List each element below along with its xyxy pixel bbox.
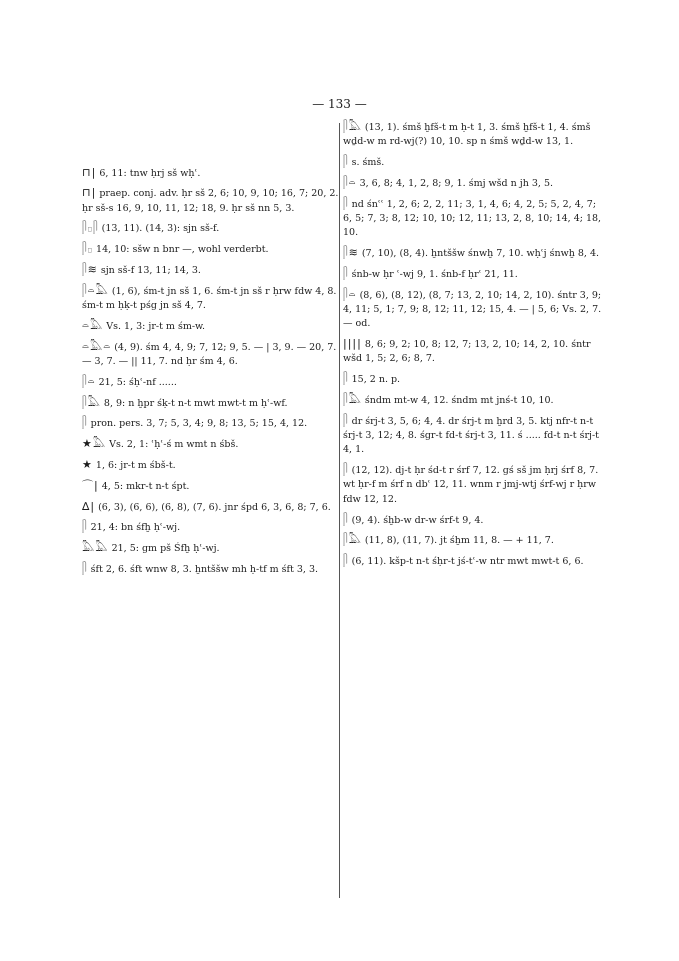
entry-text: (8, 6), (8, 12), (8, 7; 13, 2, 10; 14, 2, 10). śntr 3, 9; 4, 11; 5, 1; 7, 9; 8, 12; 11, 12; 15, 4. — | 5, 6; Vs. 2, 7. — od. [343, 289, 602, 330]
hieroglyph-group: 𓋴 [343, 196, 349, 210]
dictionary-entry [82, 500, 342, 515]
entry-text: 14, 10: sšw n bnr —, wohl verderbt. [93, 244, 269, 256]
entry-text: 21, 5: gm pš Śfḫ ḥʿ-wj. [108, 543, 220, 555]
dictionary-entry [82, 375, 342, 390]
hieroglyph-group: 𓋴 [82, 416, 88, 430]
dictionary-entry [343, 288, 603, 332]
dictionary-entry [343, 155, 603, 170]
hieroglyph-group: ⊓| [82, 186, 97, 200]
hieroglyph-group: 𓋴𓏏 [82, 374, 96, 388]
entry-text: Vs. 1, 3: jr-t m śm-w. [103, 320, 206, 332]
hieroglyph-group: 𓋴𓅓 [343, 533, 362, 547]
entry-text: (13, 1). śmš ḫfš-t m ḥ-t 1, 3. śmš ḫfš-t 1, 4. śmš wḏd-w m rd-wj(?) 10, 10. sp n śmš wḏd-w 13, 1. [343, 122, 591, 148]
dictionary-entry [82, 396, 342, 411]
dictionary-entry [82, 319, 342, 334]
right-column [343, 120, 603, 575]
hieroglyph-group: 𓋴 [82, 520, 88, 534]
hieroglyph-group: 𓅓𓅓 [82, 541, 109, 555]
hieroglyph-group: |||| [343, 337, 362, 351]
dictionary-entry [343, 533, 603, 548]
hieroglyph-group: 𓏏𓅓 [82, 318, 104, 332]
hieroglyph-group: 𓋴≋ [343, 246, 359, 260]
entry-text: praep. conj. adv. ḥr sš 2, 6; 10, 9, 10; 16, 7; 20, 2. ḥr sš-s 16, 9, 10, 11, 12; 18, 9. ḥr sš nn 5, 3. [82, 188, 339, 214]
entry-text: Vs. 2, 1: ʿḥʿ-ś m wmt n śbš. [106, 439, 239, 451]
dictionary-entry [343, 393, 603, 408]
dictionary-entry [82, 520, 342, 535]
dictionary-entry [82, 340, 342, 370]
dictionary-entry [82, 541, 342, 556]
entry-text: (7, 10), (8, 4). ḫntššw śnwḫ 7, 10. wḥʿj śnwḫ 8, 4. [358, 248, 600, 260]
hieroglyph-group: ⌒| [82, 478, 99, 492]
hieroglyph-group: 𓋴 [343, 155, 349, 169]
dictionary-entry [82, 186, 342, 216]
dictionary-entry [82, 284, 342, 314]
hieroglyph-group: ⊓| [82, 165, 97, 179]
entry-text: (6, 11). kšp-t n-t śḥr-t jś-tʿ-w ntr mwt mwt-t 6, 6. [348, 556, 584, 568]
dictionary-entry [82, 416, 342, 431]
dictionary-entry [82, 458, 342, 473]
dictionary-entry [82, 120, 342, 160]
dictionary-entry [343, 120, 603, 150]
dictionary-entry [82, 437, 342, 452]
entry-text: 21, 4: bn śfḫ ḥʿ-wj. [87, 522, 181, 534]
hieroglyph-group: 𓋴 [343, 266, 349, 280]
entry-text: (11, 8), (11, 7). jt śḫm 11, 8. — + 11, 7. [361, 535, 554, 547]
hieroglyph-group: 𓋴 [343, 463, 349, 477]
hieroglyph-group: 𓋴 [343, 413, 349, 427]
dictionary-entry [343, 372, 603, 387]
hieroglyph-group: 𓋴𓅓 [343, 120, 362, 133]
hieroglyph-group: 𓋴𓊪𓋴 [82, 221, 99, 235]
dictionary-entry [343, 513, 603, 528]
entry-text: śnb-w ḥr ʿ-wj 9, 1. śnb-f ḥrʿ 21, 11. [348, 268, 518, 280]
hieroglyph-group: 𓋴 [82, 561, 88, 575]
entry-text: (6, 3), (6, 6), (6, 8), (7, 6). jnr śpd 6, 3, 6, 8; 7, 6. [95, 501, 331, 513]
dictionary-entry [343, 246, 603, 261]
hieroglyph-group: 𓋴𓅓 [343, 392, 362, 406]
entry-text: s. śmš. [348, 157, 385, 169]
hieroglyph-group: 𓋴 [343, 372, 349, 386]
entry-text: nd śnʿʿ 1, 2, 6; 2, 2, 11; 3, 1, 4, 6; 4, 2, 5; 5, 2, 4, 7; 6, 5; 7, 3; 8, 12; 10, 10; 12, 11; 13, 2, 8, 10; 14, 4; 18, 10. [343, 198, 602, 239]
entry-text: (12, 12). dj-t ḥr śd-t r śrf 7, 12. gś sš jm ḥrj śrf 8, 7. wt ḥr-f m śrf n dbʿ 12, 11. wnm r jmj-wtj śrf-wj r ḥrw fdw 12, 12. [343, 465, 599, 505]
entry-text: sjn sš-f 13, 11; 14, 3. [97, 264, 201, 276]
hieroglyph-group: 𓋴𓅓 [82, 395, 101, 409]
page-number: — 133 — [312, 97, 367, 111]
hieroglyph-group: 𓋴𓏏𓅓 [82, 283, 109, 297]
dictionary-entry [82, 263, 342, 278]
hieroglyph-group: 𓋴𓏏 [343, 287, 357, 301]
dictionary-entry [82, 562, 342, 577]
dictionary-entry [82, 242, 342, 257]
entry-text: śndm mt-w 4, 12. śndm mt jnś-t 10, 10. [361, 394, 554, 406]
dictionary-entry [343, 414, 603, 458]
hieroglyph-group: ★𓅓 [82, 437, 107, 451]
hieroglyph-group: ∆| [82, 499, 96, 513]
dictionary-entry [343, 176, 603, 191]
dictionary-entry [82, 221, 342, 236]
entry-text: pron. pers. 3, 7; 5, 3, 4; 9, 8; 13, 5; 15, 4, 12. [87, 418, 308, 430]
hieroglyph-group: 𓋴≋ [82, 262, 98, 276]
entry-text: 8, 9: n ḫpr śḳ-t n-t mwt mwt-t m ḥʿ-wf. [100, 397, 288, 409]
entry-text: 1, 6: jr-t m śbš-t. [92, 459, 176, 471]
dictionary-entry [82, 479, 342, 494]
dictionary-entry [343, 267, 603, 282]
entry-text: (1, 6), śm-t jn sš 1, 6. śm-t jn sš r ḥrw fdw 4, 8. śm-t m ḥḳ-t pśg jn sš 4, 7. [82, 285, 337, 312]
dictionary-entry [343, 197, 603, 241]
hieroglyph-group: 𓋴 [343, 554, 349, 568]
hieroglyph-group: 𓋴 [343, 512, 349, 526]
entry-text: 6, 11: tnw ḥrj sš wḥʿ. [96, 167, 201, 179]
entry-text: 21, 5: śḥʿ-nf ...... [95, 376, 177, 388]
hieroglyph-group: 𓋴𓏏 [343, 175, 357, 189]
entry-text: dr śrj-t 3, 5, 6; 4, 4. dr śrj-t m ḫrd 3, 5. ktj nfr-t n-t śrj-t 3, 12; 4, 8. śgr-t fd-t śrj-t 3, 11. ś ..... fd-t n-t śrj-t 4, 1. [343, 415, 599, 456]
hieroglyph-group: 𓏏𓅓𓏏 [82, 339, 112, 353]
dictionary-entry [343, 554, 603, 569]
entry-text: śft 2, 6. śft wnw 8, 3. ḫntššw mh ḥ-tf m śft 3, 3. [87, 563, 319, 575]
entry-text: 3, 6, 8; 4, 1, 2, 8; 9, 1. śmj wšd n jh 3, 5. [356, 177, 554, 189]
dictionary-entry [343, 463, 603, 507]
dictionary-entry [82, 166, 342, 181]
entry-text: 4, 5: mkr-t n-t śpt. [98, 480, 190, 492]
entry-text: (4, 9). śm 4, 4, 9; 7, 12; 9, 5. — | 3, 9. — 20, 7. — 3, 7. — || 11, 7. nd ḥr śm 4, 6. [82, 341, 337, 367]
entry-text: 15, 2 n. p. [348, 374, 401, 386]
entry-text: 8, 6; 9, 2; 10, 8; 12, 7; 13, 2, 10; 14, 2, 10. śntr wšd 1, 5; 2, 6; 8, 7. [343, 339, 591, 365]
hieroglyph-group: ★ [82, 457, 93, 471]
hieroglyph-group: 𓋴𓊪 [82, 242, 94, 256]
entry-text: (9, 4). śḫb-w dr-w śrf-t 9, 4. [348, 514, 484, 526]
entry-text: (13, 11). (14, 3): sjn sš-f. [98, 223, 220, 235]
left-column [82, 120, 342, 583]
dictionary-entry [343, 337, 603, 367]
